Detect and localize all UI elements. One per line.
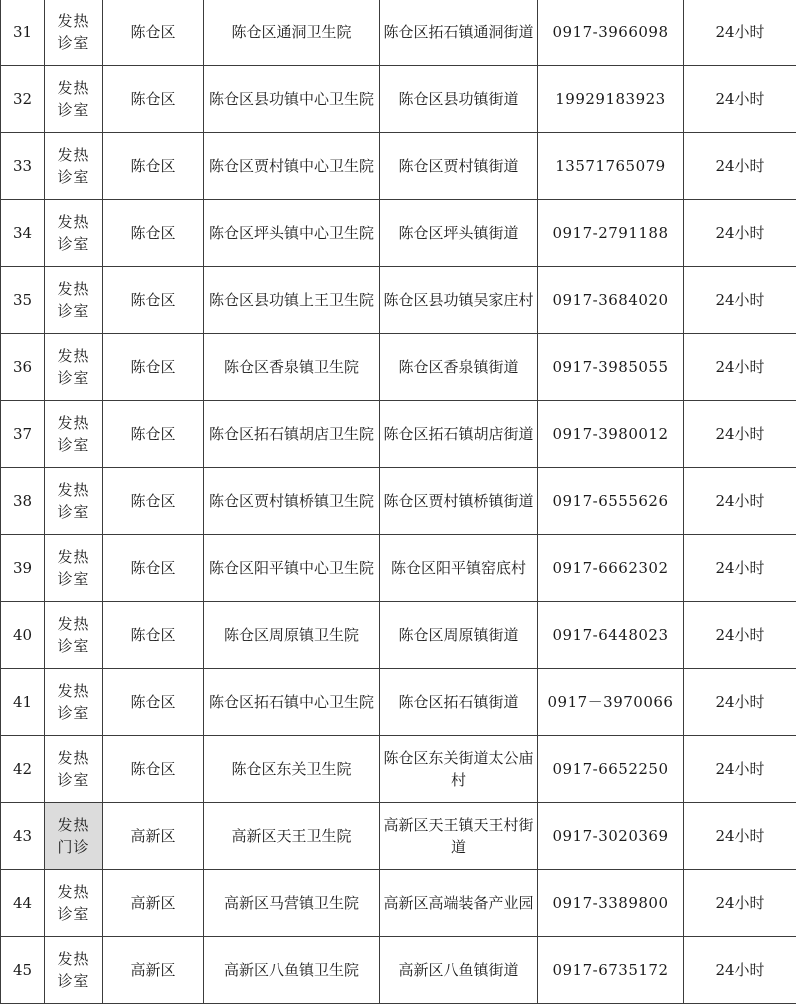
facility-name-text: 陈仓区通洞卫生院	[231, 23, 352, 41]
clinic-type-text: 发热诊室	[57, 682, 90, 722]
facility-name-cell	[204, 870, 380, 937]
phone-number-cell: 19929183923	[538, 66, 684, 133]
row-number-cell: 37	[1, 401, 45, 468]
district-cell: 陈仓区	[103, 200, 204, 267]
facility-name-text: 陈仓区阳平镇中心卫生院	[208, 559, 374, 577]
table-row	[1, 200, 796, 267]
address-cell	[380, 602, 538, 669]
address-text: 陈仓区贾村镇街道	[398, 157, 519, 175]
district-cell: 陈仓区	[103, 0, 204, 66]
district-cell: 陈仓区	[103, 736, 204, 803]
address-cell	[380, 937, 538, 1004]
table-row	[1, 669, 796, 736]
clinic-type-text: 发热诊室	[57, 883, 90, 923]
phone-number-cell: 0917-6448023	[538, 602, 684, 669]
address-text: 陈仓区东关街道太公庙村	[383, 749, 534, 789]
table-row	[1, 66, 796, 133]
clinic-type-cell	[45, 870, 103, 937]
clinic-type-text: 发热诊室	[57, 414, 90, 454]
phone-number-cell: 0917-6555626	[538, 468, 684, 535]
address-cell	[380, 267, 538, 334]
row-number-cell: 45	[1, 937, 45, 1004]
clinic-type-text: 发热门诊	[57, 816, 90, 856]
address-text: 陈仓区香泉镇街道	[398, 358, 519, 376]
table-body	[1, 0, 796, 1004]
facility-name-cell	[204, 0, 380, 66]
address-text: 高新区高端装备产业园	[383, 894, 534, 912]
service-hours-cell: 24小时	[684, 803, 796, 870]
service-hours-cell: 24小时	[684, 669, 796, 736]
row-number-cell: 31	[1, 0, 45, 66]
clinic-type-text: 发热诊室	[57, 146, 90, 186]
address-text: 陈仓区阳平镇窑底村	[390, 559, 526, 577]
district-cell: 高新区	[103, 870, 204, 937]
table-row	[1, 468, 796, 535]
service-hours-cell: 24小时	[684, 267, 796, 334]
district-cell: 陈仓区	[103, 669, 204, 736]
address-text: 陈仓区坪头镇街道	[398, 224, 519, 242]
row-number-cell: 33	[1, 133, 45, 200]
facility-name-text: 陈仓区拓石镇胡店卫生院	[208, 425, 374, 443]
district-cell: 陈仓区	[103, 602, 204, 669]
district-cell: 陈仓区	[103, 334, 204, 401]
facility-name-cell	[204, 66, 380, 133]
table-row	[1, 535, 796, 602]
row-number-cell: 39	[1, 535, 45, 602]
service-hours-cell: 24小时	[684, 401, 796, 468]
clinic-type-text: 发热诊室	[57, 950, 90, 990]
table-row	[1, 401, 796, 468]
facility-name-cell	[204, 334, 380, 401]
service-hours-cell: 24小时	[684, 602, 796, 669]
clinic-type-text: 发热诊室	[57, 12, 90, 52]
address-cell	[380, 0, 538, 66]
district-cell: 高新区	[103, 803, 204, 870]
address-cell	[380, 468, 538, 535]
facility-name-text: 陈仓区香泉镇卫生院	[223, 358, 359, 376]
table-row	[1, 334, 796, 401]
address-cell	[380, 736, 538, 803]
table-row	[1, 0, 796, 66]
clinic-type-text: 发热诊室	[57, 79, 90, 119]
table-row	[1, 267, 796, 334]
clinic-type-cell	[45, 267, 103, 334]
clinic-type-cell	[45, 401, 103, 468]
clinic-type-cell	[45, 535, 103, 602]
facility-name-text: 陈仓区拓石镇中心卫生院	[208, 693, 374, 711]
row-number-cell: 38	[1, 468, 45, 535]
row-number-cell: 44	[1, 870, 45, 937]
facility-name-text: 高新区天王卫生院	[231, 827, 352, 845]
phone-number-cell: 0917-6735172	[538, 937, 684, 1004]
clinic-type-text: 发热诊室	[57, 280, 90, 320]
facility-name-text: 高新区八鱼镇卫生院	[223, 961, 359, 979]
clinic-type-cell	[45, 602, 103, 669]
service-hours-cell: 24小时	[684, 736, 796, 803]
facility-name-text: 陈仓区周原镇卫生院	[223, 626, 359, 644]
clinic-type-cell	[45, 937, 103, 1004]
service-hours-cell: 24小时	[684, 334, 796, 401]
table-row	[1, 803, 796, 870]
facility-name-cell	[204, 401, 380, 468]
address-text: 高新区天王镇天王村街道	[383, 816, 534, 856]
facility-name-cell	[204, 736, 380, 803]
clinic-type-cell	[45, 0, 103, 66]
district-cell: 陈仓区	[103, 535, 204, 602]
facility-name-cell	[204, 937, 380, 1004]
clinic-type-cell	[45, 669, 103, 736]
facility-name-cell	[204, 535, 380, 602]
phone-number-cell: 0917-3684020	[538, 267, 684, 334]
phone-number-cell: 0917-2791188	[538, 200, 684, 267]
address-cell	[380, 133, 538, 200]
clinic-type-text: 发热诊室	[57, 615, 90, 655]
clinic-type-text: 发热诊室	[57, 548, 90, 588]
phone-number-cell: 0917-3985055	[538, 334, 684, 401]
clinic-type-cell	[45, 200, 103, 267]
service-hours-cell: 24小时	[684, 468, 796, 535]
facility-name-text: 陈仓区贾村镇中心卫生院	[208, 157, 374, 175]
phone-number-cell: 13571765079	[538, 133, 684, 200]
clinic-type-cell	[45, 133, 103, 200]
address-text: 陈仓区县功镇吴家庄村	[383, 291, 534, 309]
address-text: 陈仓区拓石镇通洞街道	[383, 23, 534, 41]
service-hours-cell: 24小时	[684, 66, 796, 133]
address-text: 陈仓区拓石镇胡店街道	[383, 425, 534, 443]
clinic-type-text: 发热诊室	[57, 347, 90, 387]
row-number-cell: 42	[1, 736, 45, 803]
district-cell: 陈仓区	[103, 267, 204, 334]
service-hours-cell: 24小时	[684, 937, 796, 1004]
table-row	[1, 937, 796, 1004]
address-text: 陈仓区拓石镇街道	[398, 693, 519, 711]
facility-name-cell	[204, 669, 380, 736]
clinic-type-cell	[45, 66, 103, 133]
row-number-cell: 40	[1, 602, 45, 669]
address-text: 陈仓区周原镇街道	[398, 626, 519, 644]
clinic-type-cell	[45, 468, 103, 535]
service-hours-cell: 24小时	[684, 870, 796, 937]
clinic-type-cell	[45, 803, 103, 870]
table-row	[1, 736, 796, 803]
district-cell: 陈仓区	[103, 133, 204, 200]
phone-number-cell: 0917－3970066	[538, 669, 684, 736]
district-cell: 陈仓区	[103, 468, 204, 535]
row-number-cell: 32	[1, 66, 45, 133]
clinic-type-text: 发热诊室	[57, 481, 90, 521]
facility-name-text: 陈仓区贾村镇桥镇卫生院	[208, 492, 374, 510]
address-cell	[380, 66, 538, 133]
facility-name-cell	[204, 468, 380, 535]
address-cell	[380, 200, 538, 267]
facility-name-cell	[204, 200, 380, 267]
service-hours-cell: 24小时	[684, 535, 796, 602]
table-row	[1, 133, 796, 200]
address-text: 陈仓区贾村镇桥镇街道	[383, 492, 534, 510]
facility-name-text: 陈仓区东关卫生院	[231, 760, 352, 778]
table-row	[1, 870, 796, 937]
clinic-type-cell	[45, 334, 103, 401]
facility-name-cell	[204, 267, 380, 334]
address-text: 陈仓区县功镇街道	[398, 90, 519, 108]
address-cell	[380, 669, 538, 736]
phone-number-cell: 0917-6652250	[538, 736, 684, 803]
address-cell	[380, 870, 538, 937]
district-cell: 陈仓区	[103, 401, 204, 468]
facility-name-text: 陈仓区坪头镇中心卫生院	[208, 224, 374, 242]
district-cell: 陈仓区	[103, 66, 204, 133]
service-hours-cell: 24小时	[684, 0, 796, 66]
row-number-cell: 35	[1, 267, 45, 334]
phone-number-cell: 0917-3389800	[538, 870, 684, 937]
address-cell	[380, 803, 538, 870]
clinic-type-cell	[45, 736, 103, 803]
address-text: 高新区八鱼镇街道	[398, 961, 519, 979]
table-row	[1, 602, 796, 669]
phone-number-cell: 0917-3020369	[538, 803, 684, 870]
clinic-type-text: 发热诊室	[57, 749, 90, 789]
address-cell	[380, 401, 538, 468]
facility-name-cell	[204, 602, 380, 669]
address-cell	[380, 334, 538, 401]
row-number-cell: 36	[1, 334, 45, 401]
district-cell: 高新区	[103, 937, 204, 1004]
facility-name-text: 高新区马营镇卫生院	[223, 894, 359, 912]
facility-name-text: 陈仓区县功镇上王卫生院	[208, 291, 374, 309]
service-hours-cell: 24小时	[684, 200, 796, 267]
phone-number-cell: 0917-3980012	[538, 401, 684, 468]
row-number-cell: 41	[1, 669, 45, 736]
service-hours-cell: 24小时	[684, 133, 796, 200]
facility-name-text: 陈仓区县功镇中心卫生院	[208, 90, 374, 108]
address-cell	[380, 535, 538, 602]
phone-number-cell: 0917-6662302	[538, 535, 684, 602]
clinic-type-text: 发热诊室	[57, 213, 90, 253]
phone-number-cell: 0917-3966098	[538, 0, 684, 66]
row-number-cell: 34	[1, 200, 45, 267]
facility-name-cell	[204, 133, 380, 200]
facility-name-cell	[204, 803, 380, 870]
row-number-cell: 43	[1, 803, 45, 870]
